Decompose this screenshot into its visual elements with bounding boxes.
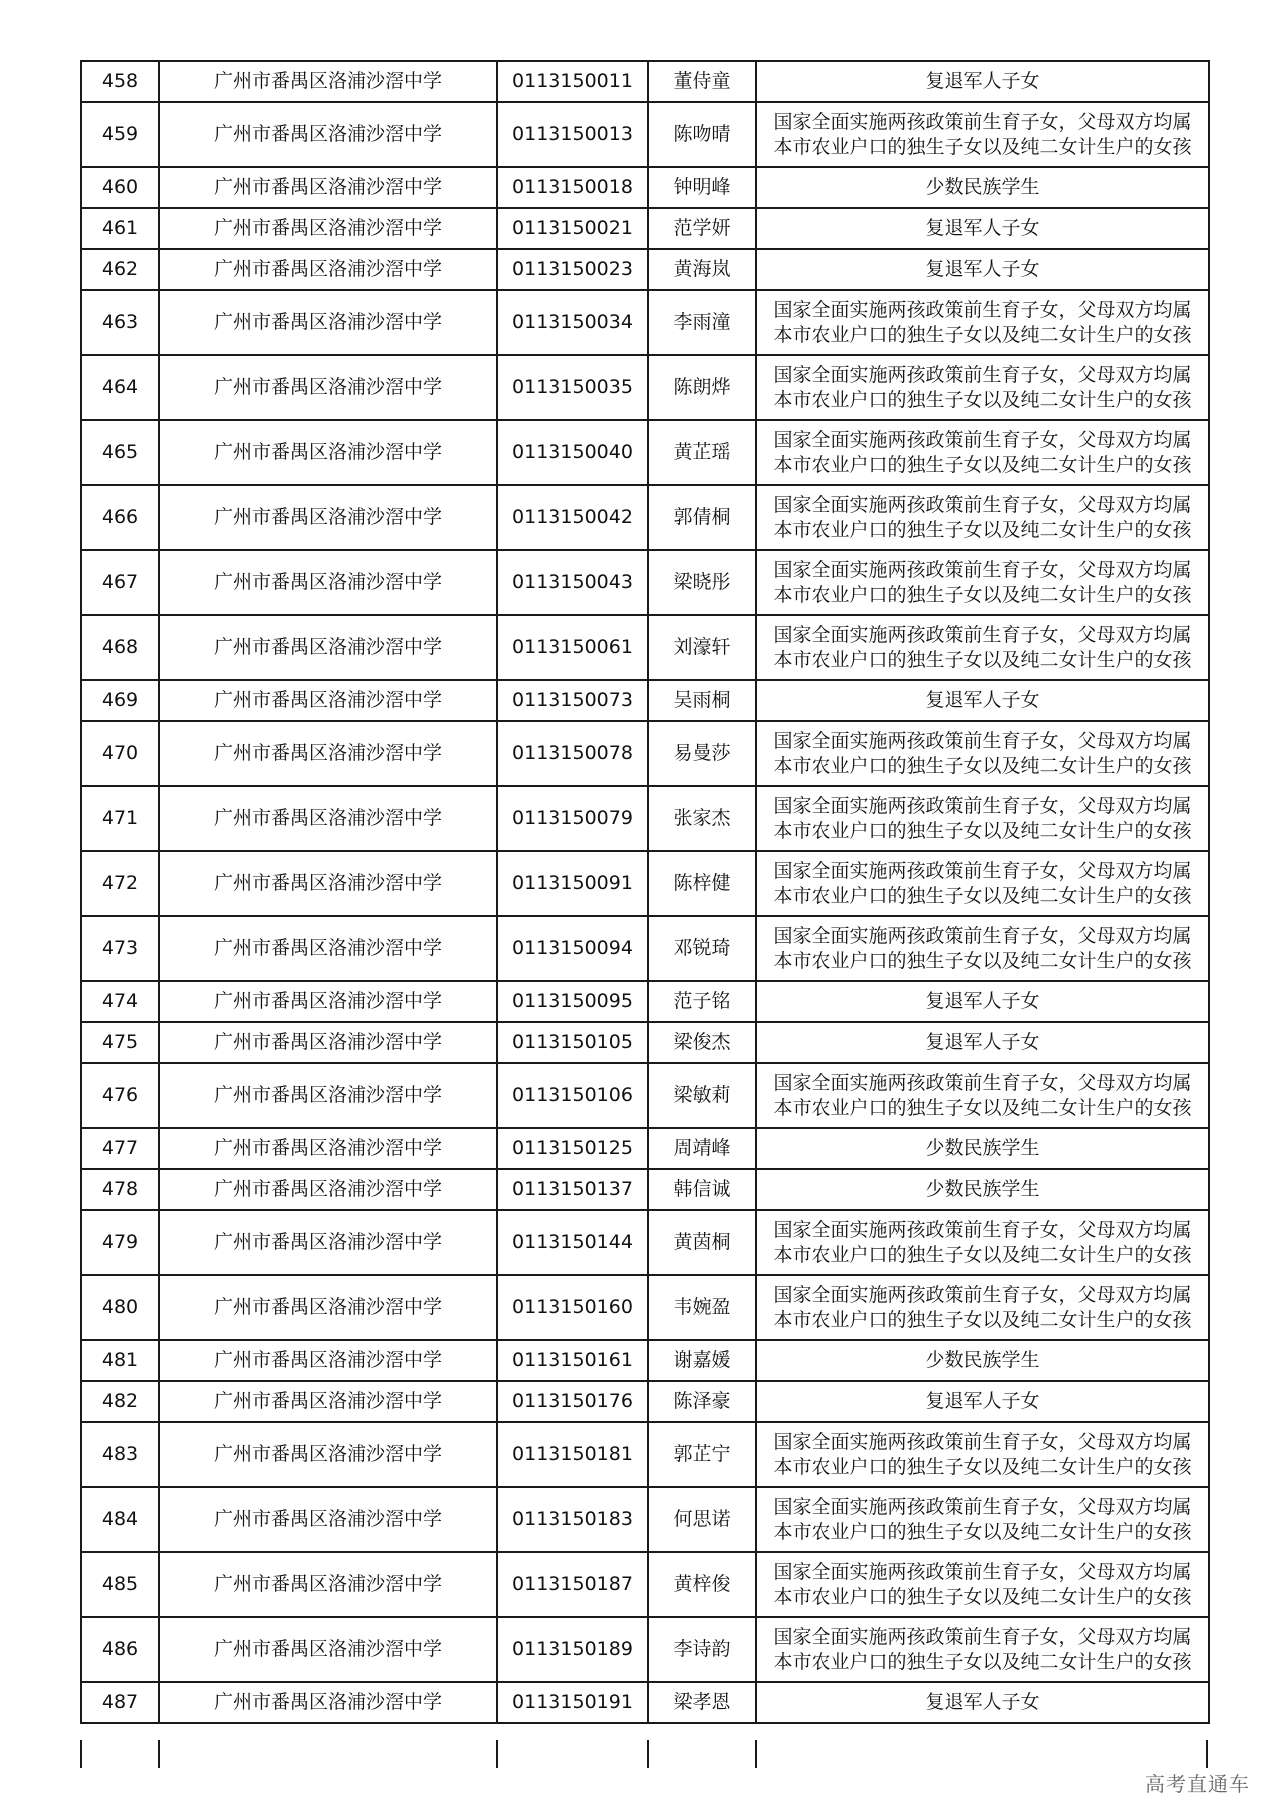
serial-number-cell: 474 [81, 981, 159, 1022]
category-line: 国家全面实施两孩政策前生育子女，父母双方均属 [773, 794, 1192, 817]
school-name-cell: 广州市番禺区洛浦沙滘中学 [159, 1169, 497, 1210]
category-line: 国家全面实施两孩政策前生育子女，父母双方均属 [773, 1560, 1192, 1583]
category-line: 少数民族学生 [925, 1178, 1040, 1200]
category-cell [756, 208, 1209, 249]
student-id-cell: 0113150160 [497, 1275, 648, 1340]
student-id-cell: 0113150181 [497, 1422, 648, 1487]
student-id-cell: 0113150040 [497, 420, 648, 485]
category-line: 本市农业户口的独生子女以及纯二女计生户的女孩 [773, 1650, 1192, 1673]
student-name-cell: 黄茵桐 [648, 1210, 756, 1275]
school-name-cell: 广州市番禺区洛浦沙滘中学 [159, 355, 497, 420]
category-cell [756, 1487, 1209, 1552]
category-line: 国家全面实施两孩政策前生育子女，父母双方均属 [773, 859, 1192, 882]
table-row [81, 61, 1209, 102]
category-line: 国家全面实施两孩政策前生育子女，父母双方均属 [773, 1430, 1192, 1453]
school-name-cell: 广州市番禺区洛浦沙滘中学 [159, 1682, 497, 1723]
category-cell [756, 61, 1209, 102]
category-cell [756, 550, 1209, 615]
serial-number-cell: 473 [81, 916, 159, 981]
student-id-cell: 0113150043 [497, 550, 648, 615]
student-id-cell: 0113150176 [497, 1381, 648, 1422]
category-line: 国家全面实施两孩政策前生育子女，父母双方均属 [773, 1218, 1192, 1241]
table-row [81, 290, 1209, 355]
school-name-cell: 广州市番禺区洛浦沙滘中学 [159, 1422, 497, 1487]
school-name-cell: 广州市番禺区洛浦沙滘中学 [159, 420, 497, 485]
table-row [81, 721, 1209, 786]
category-line: 国家全面实施两孩政策前生育子女，父母双方均属 [773, 729, 1192, 752]
table-row [81, 916, 1209, 981]
student-id-cell: 0113150011 [497, 61, 648, 102]
serial-number-cell: 472 [81, 851, 159, 916]
category-line: 国家全面实施两孩政策前生育子女，父母双方均属 [773, 1495, 1192, 1518]
serial-number-cell: 466 [81, 485, 159, 550]
category-cell [756, 1275, 1209, 1340]
student-name-cell: 范子铭 [648, 981, 756, 1022]
category-cell [756, 1617, 1209, 1682]
table-row [81, 615, 1209, 680]
student-id-cell: 0113150034 [497, 290, 648, 355]
serial-number-cell: 468 [81, 615, 159, 680]
serial-number-cell: 486 [81, 1617, 159, 1682]
school-name-cell: 广州市番禺区洛浦沙滘中学 [159, 485, 497, 550]
category-line: 复退军人子女 [925, 258, 1040, 280]
student-name-cell: 黄海岚 [648, 249, 756, 290]
category-line: 复退军人子女 [925, 1031, 1040, 1053]
category-cell [756, 916, 1209, 981]
table-row [81, 1128, 1209, 1169]
serial-number-cell: 480 [81, 1275, 159, 1340]
student-id-cell: 0113150079 [497, 786, 648, 851]
category-cell [756, 615, 1209, 680]
student-id-cell: 0113150094 [497, 916, 648, 981]
category-cell [756, 1169, 1209, 1210]
school-name-cell: 广州市番禺区洛浦沙滘中学 [159, 61, 497, 102]
category-line: 本市农业户口的独生子女以及纯二女计生户的女孩 [773, 518, 1192, 541]
category-line: 本市农业户口的独生子女以及纯二女计生户的女孩 [773, 884, 1192, 907]
serial-number-cell: 478 [81, 1169, 159, 1210]
category-line: 本市农业户口的独生子女以及纯二女计生户的女孩 [773, 648, 1192, 671]
school-name-cell: 广州市番禺区洛浦沙滘中学 [159, 1063, 497, 1128]
category-cell [756, 1340, 1209, 1381]
student-id-cell: 0113150189 [497, 1617, 648, 1682]
category-line: 本市农业户口的独生子女以及纯二女计生户的女孩 [773, 819, 1192, 842]
serial-number-cell: 463 [81, 290, 159, 355]
student-id-cell: 0113150187 [497, 1552, 648, 1617]
serial-number-cell: 469 [81, 680, 159, 721]
school-name-cell: 广州市番禺区洛浦沙滘中学 [159, 290, 497, 355]
school-name-cell: 广州市番禺区洛浦沙滘中学 [159, 550, 497, 615]
student-name-cell: 钟明峰 [648, 167, 756, 208]
student-name-cell: 李雨潼 [648, 290, 756, 355]
student-id-cell: 0113150125 [497, 1128, 648, 1169]
category-line: 国家全面实施两孩政策前生育子女，父母双方均属 [773, 428, 1192, 451]
category-line: 国家全面实施两孩政策前生育子女，父母双方均属 [773, 493, 1192, 516]
category-cell [756, 420, 1209, 485]
student-id-cell: 0113150073 [497, 680, 648, 721]
category-cell [756, 1022, 1209, 1063]
student-name-cell: 韩信诚 [648, 1169, 756, 1210]
serial-number-cell: 479 [81, 1210, 159, 1275]
table-row [81, 1340, 1209, 1381]
student-name-cell: 李诗韵 [648, 1617, 756, 1682]
student-id-cell: 0113150191 [497, 1682, 648, 1723]
student-name-cell: 梁敏莉 [648, 1063, 756, 1128]
category-cell [756, 485, 1209, 550]
student-name-cell: 黄梓俊 [648, 1552, 756, 1617]
table-row [81, 485, 1209, 550]
table-continuation-lines [80, 1740, 1208, 1768]
category-cell [756, 851, 1209, 916]
table-row [81, 102, 1209, 167]
student-id-cell: 0113150013 [497, 102, 648, 167]
school-name-cell: 广州市番禺区洛浦沙滘中学 [159, 721, 497, 786]
school-name-cell: 广州市番禺区洛浦沙滘中学 [159, 916, 497, 981]
serial-number-cell: 458 [81, 61, 159, 102]
table-row [81, 1022, 1209, 1063]
category-line: 本市农业户口的独生子女以及纯二女计生户的女孩 [773, 1585, 1192, 1608]
student-id-cell: 0113150023 [497, 249, 648, 290]
student-name-cell: 张家杰 [648, 786, 756, 851]
school-name-cell: 广州市番禺区洛浦沙滘中学 [159, 615, 497, 680]
table-body [81, 61, 1209, 1723]
serial-number-cell: 464 [81, 355, 159, 420]
table-row [81, 1063, 1209, 1128]
school-name-cell: 广州市番禺区洛浦沙滘中学 [159, 1487, 497, 1552]
category-line: 本市农业户口的独生子女以及纯二女计生户的女孩 [773, 1520, 1192, 1543]
student-id-cell: 0113150035 [497, 355, 648, 420]
category-line: 本市农业户口的独生子女以及纯二女计生户的女孩 [773, 949, 1192, 972]
category-line: 复退军人子女 [925, 1691, 1040, 1713]
category-line: 国家全面实施两孩政策前生育子女，父母双方均属 [773, 623, 1192, 646]
category-line: 本市农业户口的独生子女以及纯二女计生户的女孩 [773, 1096, 1192, 1119]
table-row [81, 1682, 1209, 1723]
table-row [81, 1210, 1209, 1275]
category-line: 本市农业户口的独生子女以及纯二女计生户的女孩 [773, 583, 1192, 606]
student-name-cell: 郭芷宁 [648, 1422, 756, 1487]
student-id-cell: 0113150091 [497, 851, 648, 916]
category-cell [756, 102, 1209, 167]
serial-number-cell: 465 [81, 420, 159, 485]
category-line: 复退军人子女 [925, 990, 1040, 1012]
student-id-cell: 0113150095 [497, 981, 648, 1022]
student-name-cell: 陈朗烨 [648, 355, 756, 420]
category-cell [756, 1210, 1209, 1275]
category-line: 本市农业户口的独生子女以及纯二女计生户的女孩 [773, 135, 1192, 158]
school-name-cell: 广州市番禺区洛浦沙滘中学 [159, 1381, 497, 1422]
serial-number-cell: 460 [81, 167, 159, 208]
student-name-cell: 梁俊杰 [648, 1022, 756, 1063]
category-line: 本市农业户口的独生子女以及纯二女计生户的女孩 [773, 1243, 1192, 1266]
school-name-cell: 广州市番禺区洛浦沙滘中学 [159, 1022, 497, 1063]
school-name-cell: 广州市番禺区洛浦沙滘中学 [159, 167, 497, 208]
category-cell [756, 1422, 1209, 1487]
student-name-cell: 刘濠轩 [648, 615, 756, 680]
table-row [81, 1422, 1209, 1487]
student-name-cell: 易曼莎 [648, 721, 756, 786]
school-name-cell: 广州市番禺区洛浦沙滘中学 [159, 1617, 497, 1682]
student-name-cell: 黄芷瑶 [648, 420, 756, 485]
category-cell [756, 290, 1209, 355]
school-name-cell: 广州市番禺区洛浦沙滘中学 [159, 981, 497, 1022]
category-line: 少数民族学生 [925, 176, 1040, 198]
serial-number-cell: 462 [81, 249, 159, 290]
student-name-cell: 吴雨桐 [648, 680, 756, 721]
table-row [81, 249, 1209, 290]
table-row [81, 786, 1209, 851]
student-name-cell: 陈吻晴 [648, 102, 756, 167]
student-id-cell: 0113150105 [497, 1022, 648, 1063]
serial-number-cell: 482 [81, 1381, 159, 1422]
student-id-cell: 0113150144 [497, 1210, 648, 1275]
school-name-cell: 广州市番禺区洛浦沙滘中学 [159, 208, 497, 249]
category-cell [756, 786, 1209, 851]
student-name-cell: 何思诺 [648, 1487, 756, 1552]
table-row [81, 1487, 1209, 1552]
student-id-cell: 0113150106 [497, 1063, 648, 1128]
student-id-cell: 0113150042 [497, 485, 648, 550]
student-id-cell: 0113150078 [497, 721, 648, 786]
category-line: 复退军人子女 [925, 70, 1040, 92]
serial-number-cell: 483 [81, 1422, 159, 1487]
category-cell [756, 721, 1209, 786]
student-id-cell: 0113150021 [497, 208, 648, 249]
student-name-cell: 梁晓彤 [648, 550, 756, 615]
category-cell [756, 1063, 1209, 1128]
category-line: 国家全面实施两孩政策前生育子女，父母双方均属 [773, 1625, 1192, 1648]
serial-number-cell: 485 [81, 1552, 159, 1617]
school-name-cell: 广州市番禺区洛浦沙滘中学 [159, 1552, 497, 1617]
category-line: 本市农业户口的独生子女以及纯二女计生户的女孩 [773, 1308, 1192, 1331]
serial-number-cell: 481 [81, 1340, 159, 1381]
category-cell [756, 680, 1209, 721]
serial-number-cell: 467 [81, 550, 159, 615]
category-line: 本市农业户口的独生子女以及纯二女计生户的女孩 [773, 754, 1192, 777]
table-row [81, 167, 1209, 208]
category-line: 少数民族学生 [925, 1349, 1040, 1371]
serial-number-cell: 461 [81, 208, 159, 249]
category-line: 少数民族学生 [925, 1137, 1040, 1159]
category-line: 本市农业户口的独生子女以及纯二女计生户的女孩 [773, 1455, 1192, 1478]
category-line: 本市农业户口的独生子女以及纯二女计生户的女孩 [773, 323, 1192, 346]
student-name-cell: 邓锐琦 [648, 916, 756, 981]
serial-number-cell: 459 [81, 102, 159, 167]
student-name-cell: 梁孝恩 [648, 1682, 756, 1723]
student-name-cell: 周靖峰 [648, 1128, 756, 1169]
student-name-cell: 谢嘉媛 [648, 1340, 756, 1381]
category-cell [756, 1128, 1209, 1169]
category-line: 复退军人子女 [925, 217, 1040, 239]
student-name-cell: 董侍童 [648, 61, 756, 102]
student-name-cell: 韦婉盈 [648, 1275, 756, 1340]
school-name-cell: 广州市番禺区洛浦沙滘中学 [159, 102, 497, 167]
category-cell [756, 981, 1209, 1022]
school-name-cell: 广州市番禺区洛浦沙滘中学 [159, 1340, 497, 1381]
serial-number-cell: 487 [81, 1682, 159, 1723]
category-cell [756, 355, 1209, 420]
category-line: 国家全面实施两孩政策前生育子女，父母双方均属 [773, 110, 1192, 133]
category-cell [756, 249, 1209, 290]
category-cell [756, 167, 1209, 208]
school-name-cell: 广州市番禺区洛浦沙滘中学 [159, 249, 497, 290]
table-row [81, 420, 1209, 485]
school-name-cell: 广州市番禺区洛浦沙滘中学 [159, 680, 497, 721]
serial-number-cell: 484 [81, 1487, 159, 1552]
school-name-cell: 广州市番禺区洛浦沙滘中学 [159, 851, 497, 916]
school-name-cell: 广州市番禺区洛浦沙滘中学 [159, 1210, 497, 1275]
category-line: 本市农业户口的独生子女以及纯二女计生户的女孩 [773, 388, 1192, 411]
serial-number-cell: 471 [81, 786, 159, 851]
admission-list-table [80, 60, 1210, 1724]
table-row [81, 1552, 1209, 1617]
category-line: 复退军人子女 [925, 689, 1040, 711]
student-id-cell: 0113150183 [497, 1487, 648, 1552]
student-name-cell: 陈梓健 [648, 851, 756, 916]
student-id-cell: 0113150161 [497, 1340, 648, 1381]
student-id-cell: 0113150018 [497, 167, 648, 208]
serial-number-cell: 477 [81, 1128, 159, 1169]
watermark-text: 高考直通车 [1145, 1772, 1250, 1796]
category-line: 国家全面实施两孩政策前生育子女，父母双方均属 [773, 558, 1192, 581]
category-cell [756, 1682, 1209, 1723]
category-cell [756, 1381, 1209, 1422]
category-line: 国家全面实施两孩政策前生育子女，父母双方均属 [773, 1283, 1192, 1306]
table-row [81, 680, 1209, 721]
student-id-cell: 0113150061 [497, 615, 648, 680]
student-name-cell: 范学妍 [648, 208, 756, 249]
category-line: 本市农业户口的独生子女以及纯二女计生户的女孩 [773, 453, 1192, 476]
category-line: 国家全面实施两孩政策前生育子女，父母双方均属 [773, 363, 1192, 386]
student-id-cell: 0113150137 [497, 1169, 648, 1210]
serial-number-cell: 475 [81, 1022, 159, 1063]
table-row [81, 1381, 1209, 1422]
category-line: 国家全面实施两孩政策前生育子女，父母双方均属 [773, 924, 1192, 947]
table-row [81, 1275, 1209, 1340]
table-row [81, 1169, 1209, 1210]
school-name-cell: 广州市番禺区洛浦沙滘中学 [159, 786, 497, 851]
table-row [81, 851, 1209, 916]
table-row [81, 981, 1209, 1022]
serial-number-cell: 476 [81, 1063, 159, 1128]
category-cell [756, 1552, 1209, 1617]
table-row [81, 208, 1209, 249]
school-name-cell: 广州市番禺区洛浦沙滘中学 [159, 1275, 497, 1340]
category-line: 复退军人子女 [925, 1390, 1040, 1412]
serial-number-cell: 470 [81, 721, 159, 786]
category-line: 国家全面实施两孩政策前生育子女，父母双方均属 [773, 1071, 1192, 1094]
student-name-cell: 陈泽豪 [648, 1381, 756, 1422]
school-name-cell: 广州市番禺区洛浦沙滘中学 [159, 1128, 497, 1169]
table-row [81, 550, 1209, 615]
category-line: 国家全面实施两孩政策前生育子女，父母双方均属 [773, 298, 1192, 321]
table-row [81, 1617, 1209, 1682]
student-name-cell: 郭倩桐 [648, 485, 756, 550]
table-row [81, 355, 1209, 420]
